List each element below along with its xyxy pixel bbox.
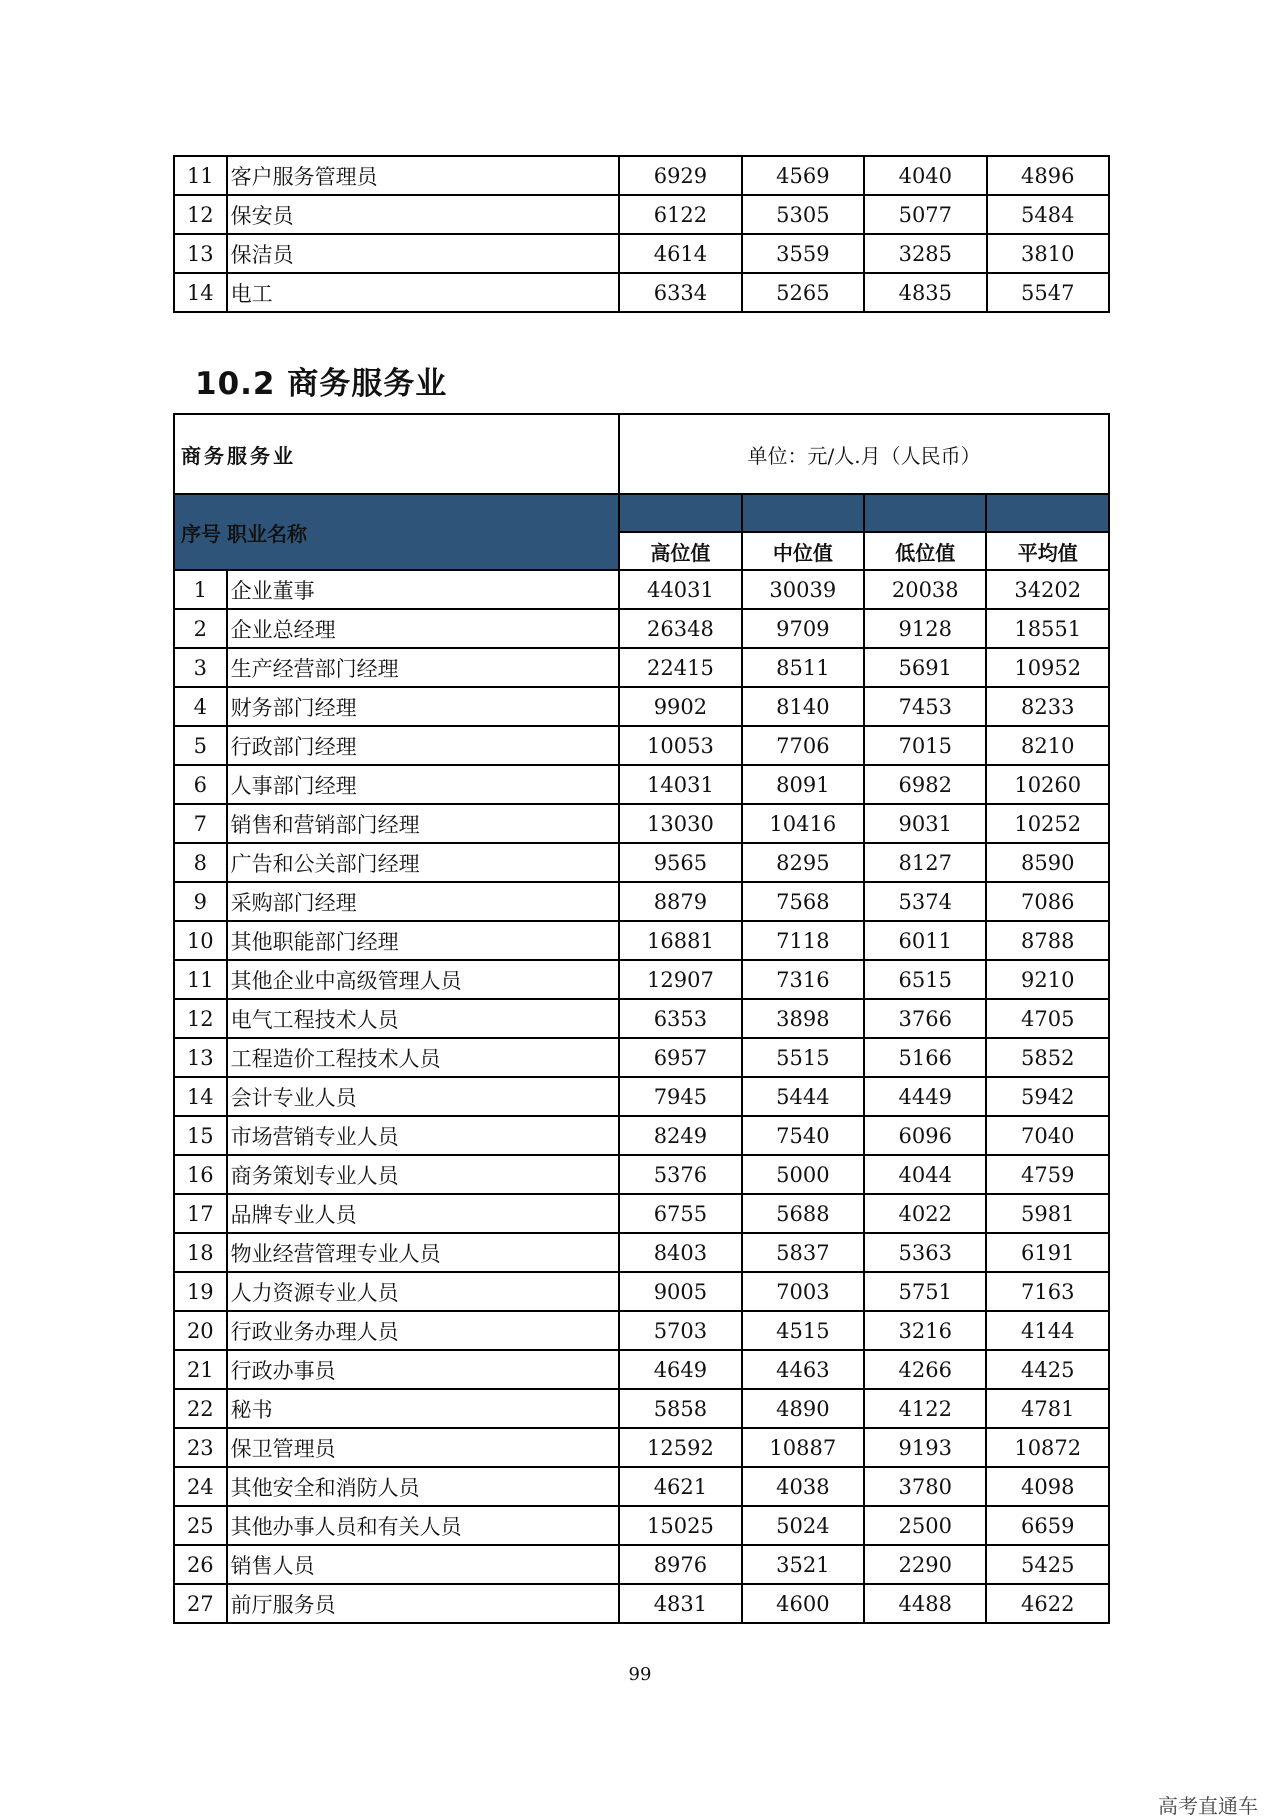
cell-no: 15 [174,1116,227,1155]
cell-name: 品牌专业人员 [227,1194,620,1233]
cell-avg: 10952 [986,648,1109,687]
cell-high: 44031 [619,570,741,609]
cell-avg: 4705 [986,999,1109,1038]
cell-high: 8976 [619,1545,741,1584]
watermark-text: 高考直通车 [1158,1794,1258,1818]
cell-low: 3780 [864,1467,986,1506]
cell-name: 其他安全和消防人员 [227,1467,620,1506]
cell-avg: 6659 [986,1506,1109,1545]
cell-no: 18 [174,1233,227,1272]
cell-no: 23 [174,1428,227,1467]
cell-high: 9902 [619,687,741,726]
cell-avg: 5852 [986,1038,1109,1077]
cell-mid: 5688 [742,1194,864,1233]
cell-mid: 5265 [742,273,864,312]
cell-avg: 6191 [986,1233,1109,1272]
cell-avg: 34202 [986,570,1109,609]
table-row [174,765,1109,804]
table-row [174,843,1109,882]
cell-low: 5751 [864,1272,986,1311]
cell-name: 销售人员 [227,1545,620,1584]
header-avg: 平均值 [986,532,1109,570]
table-row [174,1350,1109,1389]
cell-avg: 10252 [986,804,1109,843]
cell-low: 6096 [864,1116,986,1155]
table-row [174,726,1109,765]
table-row [174,273,1109,312]
cell-no: 27 [174,1584,227,1623]
cell-name: 保卫管理员 [227,1428,620,1467]
cell-no: 2 [174,609,227,648]
cell-high: 13030 [619,804,741,843]
cell-no: 5 [174,726,227,765]
cell-name: 工程造价工程技术人员 [227,1038,620,1077]
cell-mid: 4038 [742,1467,864,1506]
cell-no: 8 [174,843,227,882]
cell-low: 4044 [864,1155,986,1194]
cell-mid: 4515 [742,1311,864,1350]
cell-mid: 10887 [742,1428,864,1467]
cell-low: 9193 [864,1428,986,1467]
cell-high: 5858 [619,1389,741,1428]
cell-low: 5166 [864,1038,986,1077]
cell-no: 13 [174,234,227,273]
cell-low: 5691 [864,648,986,687]
cell-high: 8249 [619,1116,741,1155]
cell-name: 秘书 [227,1389,620,1428]
cell-name: 生产经营部门经理 [227,648,620,687]
cell-name: 其他企业中高级管理人员 [227,960,620,999]
cell-mid: 5305 [742,195,864,234]
cell-low: 5363 [864,1233,986,1272]
cell-avg: 5981 [986,1194,1109,1233]
cell-high: 26348 [619,609,741,648]
cell-no: 10 [174,921,227,960]
page-number: 99 [628,1664,652,1685]
cell-low: 4835 [864,273,986,312]
table-row [174,1194,1109,1233]
cell-no: 14 [174,273,227,312]
cell-avg: 8233 [986,687,1109,726]
cell-high: 8403 [619,1233,741,1272]
header-strip [742,494,864,532]
cell-mid: 7540 [742,1116,864,1155]
cell-high: 16881 [619,921,741,960]
table-row [174,570,1109,609]
cell-name: 其他职能部门经理 [227,921,620,960]
continued-salary-table [173,155,1110,313]
cell-low: 3285 [864,234,986,273]
cell-avg: 9210 [986,960,1109,999]
cell-high: 12592 [619,1428,741,1467]
table-row [174,1467,1109,1506]
cell-low: 4266 [864,1350,986,1389]
cell-name: 电工 [227,273,620,312]
cell-no: 11 [174,960,227,999]
table-row [174,1155,1109,1194]
cell-no: 11 [174,156,227,195]
cell-low: 4040 [864,156,986,195]
header-strip [986,494,1109,532]
cell-low: 2500 [864,1506,986,1545]
header-strip [864,494,986,532]
cell-avg: 10260 [986,765,1109,804]
cell-high: 6957 [619,1038,741,1077]
cell-mid: 30039 [742,570,864,609]
cell-mid: 5837 [742,1233,864,1272]
table-row [174,1545,1109,1584]
cell-low: 5374 [864,882,986,921]
table-row [174,1077,1109,1116]
cell-high: 6122 [619,195,741,234]
cell-mid: 9709 [742,609,864,648]
cell-name: 行政部门经理 [227,726,620,765]
cell-no: 25 [174,1506,227,1545]
cell-avg: 5547 [987,273,1109,312]
cell-mid: 8295 [742,843,864,882]
cell-high: 12907 [619,960,741,999]
cell-mid: 5515 [742,1038,864,1077]
cell-name: 采购部门经理 [227,882,620,921]
cell-avg: 8590 [986,843,1109,882]
cell-name: 前厅服务员 [227,1584,620,1623]
cell-high: 5703 [619,1311,741,1350]
cell-high: 6929 [619,156,741,195]
cell-low: 7015 [864,726,986,765]
cell-low: 8127 [864,843,986,882]
cell-no: 4 [174,687,227,726]
cell-no: 26 [174,1545,227,1584]
table-row [174,1428,1109,1467]
cell-no: 22 [174,1389,227,1428]
cell-no: 13 [174,1038,227,1077]
cell-mid: 5024 [742,1506,864,1545]
cell-name: 财务部门经理 [227,687,620,726]
table-row [174,1506,1109,1545]
table-row [174,999,1109,1038]
cell-name: 企业总经理 [227,609,620,648]
cell-no: 20 [174,1311,227,1350]
cell-mid: 4600 [742,1584,864,1623]
table-row [174,1272,1109,1311]
table-row [174,687,1109,726]
cell-mid: 5444 [742,1077,864,1116]
table-row [174,648,1109,687]
cell-mid: 3559 [742,234,864,273]
cell-high: 9565 [619,843,741,882]
cell-high: 4614 [619,234,741,273]
cell-mid: 8140 [742,687,864,726]
cell-low: 20038 [864,570,986,609]
cell-no: 6 [174,765,227,804]
header-name: 职业名称 [227,521,307,546]
cell-low: 3216 [864,1311,986,1350]
cell-high: 4649 [619,1350,741,1389]
cell-no: 17 [174,1194,227,1233]
cell-low: 2290 [864,1545,986,1584]
cell-high: 10053 [619,726,741,765]
unit-label: 单位：元/人.月（人民币） [619,414,1109,494]
cell-mid: 7003 [742,1272,864,1311]
cell-avg: 5484 [987,195,1109,234]
cell-avg: 4896 [987,156,1109,195]
cell-name: 行政办事员 [227,1350,620,1389]
cell-mid: 8511 [742,648,864,687]
cell-avg: 18551 [986,609,1109,648]
cell-mid: 3521 [742,1545,864,1584]
cell-avg: 7086 [986,882,1109,921]
table-row [174,960,1109,999]
cell-no: 14 [174,1077,227,1116]
table-row [174,609,1109,648]
header-high: 高位值 [619,532,741,570]
table-row [174,804,1109,843]
cell-high: 7945 [619,1077,741,1116]
cell-mid: 7118 [742,921,864,960]
cell-no: 7 [174,804,227,843]
cell-low: 4488 [864,1584,986,1623]
cell-name: 会计专业人员 [227,1077,620,1116]
cell-high: 22415 [619,648,741,687]
header-no-name [174,494,619,570]
cell-mid: 4569 [742,156,864,195]
cell-no: 12 [174,999,227,1038]
cell-name: 物业经营管理专业人员 [227,1233,620,1272]
cell-name: 人力资源专业人员 [227,1272,620,1311]
cell-low: 4449 [864,1077,986,1116]
table-row [174,882,1109,921]
cell-avg: 7163 [986,1272,1109,1311]
cell-avg: 5425 [986,1545,1109,1584]
cell-no: 21 [174,1350,227,1389]
cell-avg: 4098 [986,1467,1109,1506]
cell-mid: 7568 [742,882,864,921]
cell-low: 5077 [864,195,986,234]
cell-low: 7453 [864,687,986,726]
cell-no: 16 [174,1155,227,1194]
cell-high: 9005 [619,1272,741,1311]
cell-low: 4122 [864,1389,986,1428]
table-row [174,195,1109,234]
table-row [174,1311,1109,1350]
cell-no: 9 [174,882,227,921]
cell-name: 行政业务办理人员 [227,1311,620,1350]
cell-no: 3 [174,648,227,687]
cell-mid: 8091 [742,765,864,804]
header-no: 序号 [181,521,221,546]
cell-avg: 3810 [987,234,1109,273]
cell-name: 企业董事 [227,570,620,609]
cell-mid: 4890 [742,1389,864,1428]
header-low: 低位值 [864,532,986,570]
cell-high: 4831 [619,1584,741,1623]
table-row [174,234,1109,273]
cell-mid: 3898 [742,999,864,1038]
cell-high: 6755 [619,1194,741,1233]
cell-mid: 7316 [742,960,864,999]
cell-avg: 8788 [986,921,1109,960]
industry-label: 商务服务业 [174,414,619,494]
cell-name: 电气工程技术人员 [227,999,620,1038]
cell-high: 15025 [619,1506,741,1545]
cell-name: 市场营销专业人员 [227,1116,620,1155]
cell-low: 6982 [864,765,986,804]
table-row [174,1038,1109,1077]
cell-name: 其他办事人员和有关人员 [227,1506,620,1545]
cell-name: 保安员 [227,195,620,234]
cell-high: 5376 [619,1155,741,1194]
header-mid: 中位值 [742,532,864,570]
cell-mid: 10416 [742,804,864,843]
cell-high: 4621 [619,1467,741,1506]
cell-no: 1 [174,570,227,609]
cell-low: 4022 [864,1194,986,1233]
table-row [174,1389,1109,1428]
cell-name: 保洁员 [227,234,620,273]
table-row [174,1116,1109,1155]
section-title: 10.2 商务服务业 [195,366,448,402]
cell-no: 12 [174,195,227,234]
cell-high: 6353 [619,999,741,1038]
cell-low: 9031 [864,804,986,843]
table-row [174,921,1109,960]
business-services-salary-table [173,413,1110,1624]
cell-name: 客户服务管理员 [227,156,620,195]
table-row [174,1584,1109,1623]
cell-low: 6515 [864,960,986,999]
cell-avg: 4144 [986,1311,1109,1350]
table-row [174,156,1109,195]
cell-avg: 4759 [986,1155,1109,1194]
cell-avg: 7040 [986,1116,1109,1155]
cell-high: 8879 [619,882,741,921]
cell-name: 销售和营销部门经理 [227,804,620,843]
cell-low: 3766 [864,999,986,1038]
cell-avg: 4622 [986,1584,1109,1623]
cell-avg: 5942 [986,1077,1109,1116]
table-row [174,1233,1109,1272]
cell-name: 广告和公关部门经理 [227,843,620,882]
cell-name: 商务策划专业人员 [227,1155,620,1194]
cell-high: 6334 [619,273,741,312]
cell-low: 9128 [864,609,986,648]
cell-name: 人事部门经理 [227,765,620,804]
cell-no: 24 [174,1467,227,1506]
cell-avg: 8210 [986,726,1109,765]
header-strip [619,494,741,532]
cell-avg: 4425 [986,1350,1109,1389]
cell-low: 6011 [864,921,986,960]
cell-avg: 10872 [986,1428,1109,1467]
cell-mid: 5000 [742,1155,864,1194]
cell-mid: 4463 [742,1350,864,1389]
cell-mid: 7706 [742,726,864,765]
cell-avg: 4781 [986,1389,1109,1428]
cell-high: 14031 [619,765,741,804]
cell-no: 19 [174,1272,227,1311]
